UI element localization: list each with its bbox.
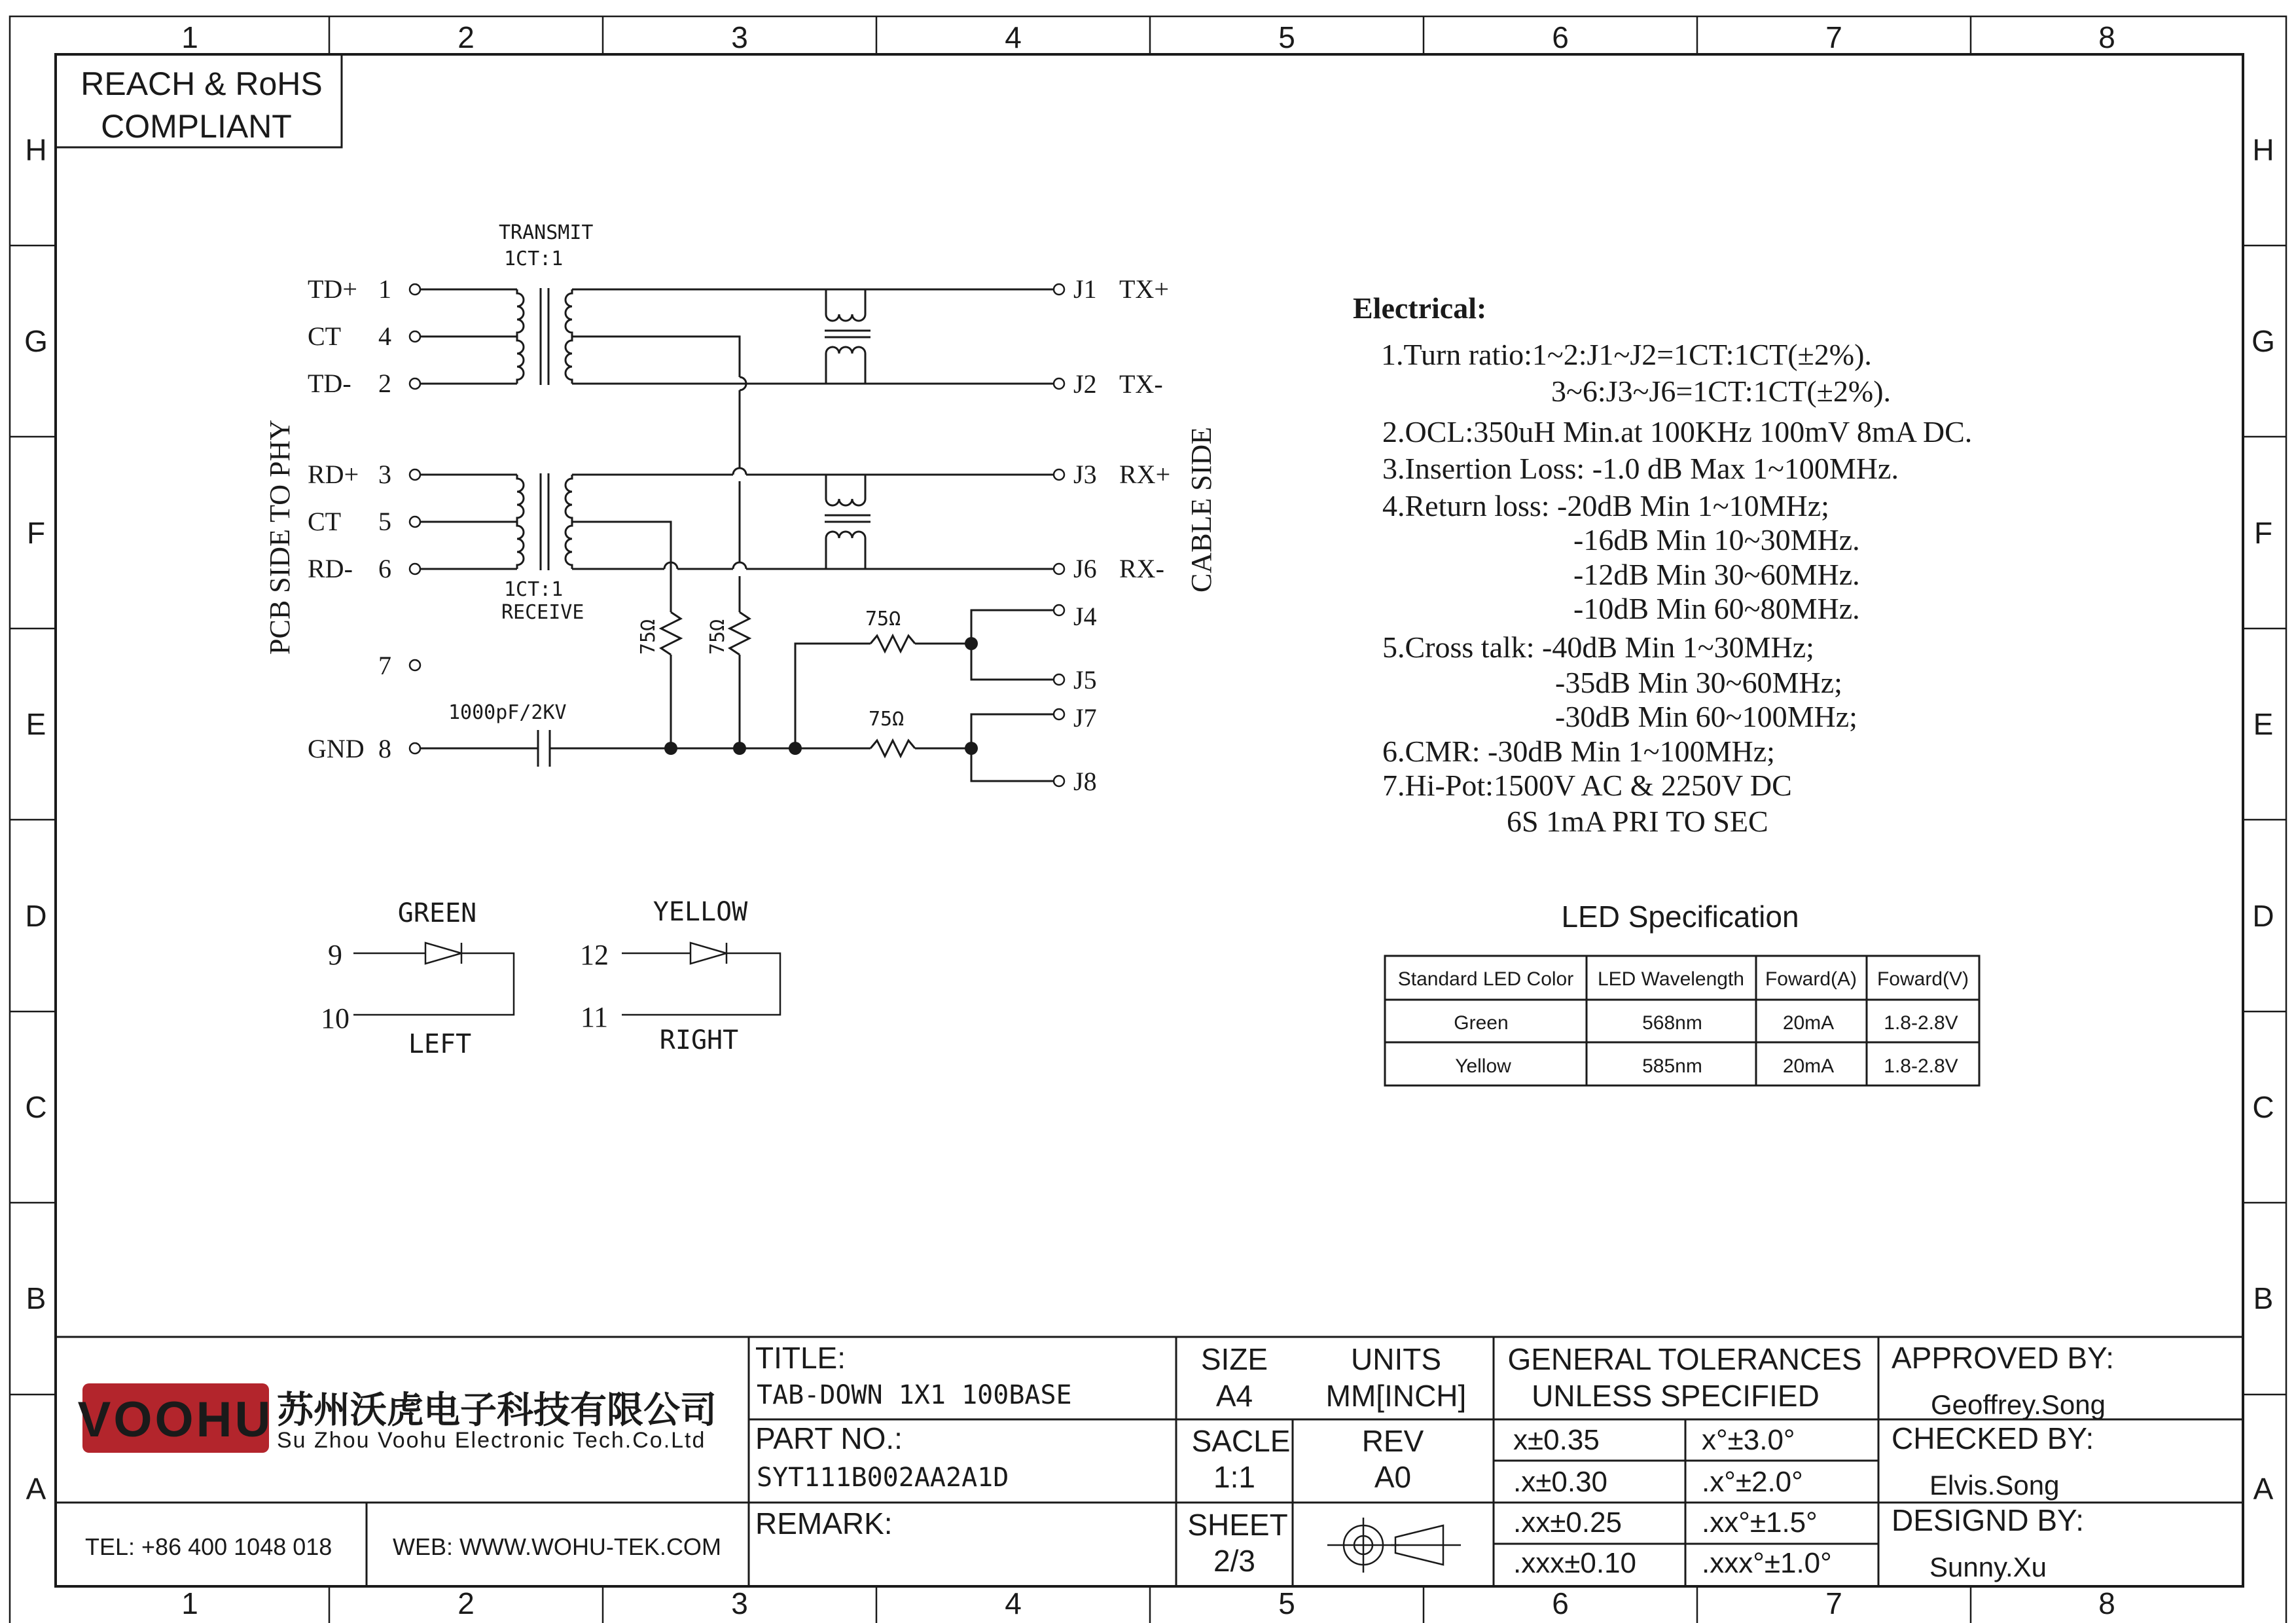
row-label-left: G: [24, 324, 48, 358]
designed-label: DESIGND BY:: [1892, 1503, 2084, 1537]
spec-line: -16dB Min 10~30MHz.: [1573, 523, 1860, 556]
pin-name: J1: [1073, 274, 1097, 304]
table-header: Foward(V): [1876, 968, 1969, 990]
led-pin-number: 9: [328, 939, 342, 971]
voohu-logo: [78, 1383, 274, 1453]
pin-name: J8: [1073, 767, 1097, 796]
resistor-label: 75Ω: [706, 619, 729, 655]
col-label-bottom: 1: [181, 1586, 198, 1620]
pin-signal: RX+: [1119, 460, 1171, 489]
pin-signal: TX-: [1119, 369, 1163, 399]
col-label-bottom: 7: [1825, 1586, 1842, 1620]
col-label-bottom: 6: [1552, 1586, 1569, 1620]
led-pin-number: 10: [321, 1002, 350, 1034]
checked-value: Elvis.Song: [1929, 1470, 2060, 1501]
size-value: A4: [1215, 1379, 1253, 1413]
spec-line: 7.Hi-Pot:1500V AC & 2250V DC: [1382, 769, 1792, 802]
table-cell: Yellow: [1455, 1055, 1511, 1077]
row-label-left: H: [25, 133, 47, 167]
tolerance-angular: x°±3.0°: [1702, 1424, 1795, 1456]
table-cell: 1.8-2.8V: [1884, 1055, 1958, 1077]
pin-name: GND: [308, 734, 365, 763]
pin-signal: RX-: [1119, 554, 1164, 583]
row-labels: [24, 133, 2275, 1506]
pin-number: 1: [378, 274, 391, 304]
col-label-top: 2: [457, 20, 475, 54]
tel-number: TEL: +86 400 1048 018: [85, 1533, 332, 1560]
spec-line: 3.Insertion Loss: -1.0 dB Max 1~100MHz.: [1382, 452, 1899, 485]
tolerance-angular: .x°±2.0°: [1702, 1466, 1803, 1498]
row-label-right: B: [2253, 1281, 2274, 1315]
transmit-label: TRANSMIT: [499, 221, 594, 244]
pin-name: CT: [308, 321, 342, 351]
tolerance-angular: .xx°±1.5°: [1702, 1506, 1818, 1539]
part-label: PART NO.:: [755, 1421, 903, 1455]
spec-line: 5.Cross talk: -40dB Min 1~30MHz;: [1382, 630, 1814, 664]
led-pin-number: 12: [580, 939, 609, 971]
green-led-label: GREEN: [397, 898, 477, 928]
units-value: MM[INCH]: [1325, 1379, 1467, 1413]
website: WEB: WWW.WOHU-TEK.COM: [393, 1533, 721, 1560]
pin-name: TD+: [308, 274, 357, 304]
pin-name: TD-: [308, 369, 351, 398]
pin-number: 2: [378, 369, 391, 398]
pin-name: J7: [1073, 703, 1097, 733]
spec-line: 6S 1mA PRI TO SEC: [1507, 805, 1768, 838]
capacitor-label: 1000pF/2KV: [448, 701, 567, 724]
projection-symbol-icon: [1327, 1518, 1461, 1573]
col-label-top: 6: [1552, 20, 1569, 54]
tolerance-linear: .x±0.30: [1513, 1466, 1608, 1498]
spec-line: -30dB Min 60~100MHz;: [1555, 700, 1857, 733]
row-label-right: H: [2252, 133, 2274, 167]
title-label: TITLE:: [755, 1341, 846, 1375]
pin-number: 3: [378, 460, 391, 489]
pin-name: J6: [1073, 554, 1097, 583]
pin-number: 6: [378, 554, 391, 583]
tolerance-heading: GENERAL TOLERANCES: [1507, 1342, 1862, 1376]
spec-line: 4.Return loss: -20dB Min 1~10MHz;: [1382, 489, 1829, 522]
col-label-bottom: 3: [731, 1586, 748, 1620]
transmit-ratio: 1CT:1: [504, 247, 564, 270]
tolerance-subheading: UNLESS SPECIFIED: [1532, 1379, 1820, 1413]
row-label-right: C: [2252, 1090, 2274, 1124]
remark-label: REMARK:: [755, 1506, 893, 1541]
right-terminals: [1054, 284, 1064, 786]
compliance-box: [56, 54, 342, 147]
left-terminals: [410, 284, 420, 754]
column-labels: [181, 20, 2115, 1620]
tx-choke: [825, 289, 870, 384]
resistor-label: 75Ω: [865, 608, 901, 630]
spec-line: 2.OCL:350uH Min.at 100KHz 100mV 8mA DC.: [1382, 415, 1973, 448]
sheet-label: SHEET: [1187, 1508, 1288, 1542]
company-name-cn: 苏州沃虎电子科技有限公司: [277, 1389, 717, 1431]
rx-choke: [825, 475, 870, 569]
tolerance-linear: x±0.35: [1513, 1424, 1600, 1456]
col-label-bottom: 4: [1005, 1586, 1022, 1620]
electrical-title: Electrical:: [1353, 291, 1487, 325]
col-label-top: 5: [1278, 20, 1295, 54]
scale-label: SACLE: [1191, 1424, 1291, 1458]
pin-number: 4: [378, 321, 391, 351]
row-label-right: F: [2253, 516, 2273, 550]
col-label-top: 7: [1825, 20, 1842, 54]
spec-line: -10dB Min 60~80MHz.: [1573, 592, 1860, 625]
sheet-value: 2/3: [1213, 1544, 1255, 1578]
table-cell: 585nm: [1642, 1055, 1702, 1077]
compliance-line1: REACH & RoHS: [81, 65, 323, 102]
outer-border: [10, 16, 2286, 1623]
title-value: TAB-DOWN 1X1 100BASE: [757, 1380, 1072, 1410]
compliance-line2: COMPLIANT: [101, 108, 292, 145]
electrical-specs: [1353, 291, 1972, 838]
receive-ratio: 1CT:1: [504, 578, 564, 601]
rev-value: A0: [1374, 1460, 1412, 1494]
logo-text: VOOHU: [77, 1392, 274, 1448]
led-diagram: [321, 897, 780, 1059]
pin-name: J4: [1073, 602, 1097, 631]
tolerance-linear: .xx±0.25: [1513, 1506, 1623, 1539]
row-label-left: C: [25, 1090, 47, 1124]
cable-side-label: CABLE SIDE: [1185, 427, 1217, 593]
table-header: Standard LED Color: [1397, 968, 1574, 990]
checked-label: CHECKED BY:: [1892, 1421, 2094, 1455]
spec-line: -12dB Min 30~60MHz.: [1573, 558, 1860, 591]
col-label-bottom: 8: [2098, 1586, 2115, 1620]
col-label-top: 3: [731, 20, 748, 54]
led-spec-title: LED Specification: [1561, 900, 1799, 934]
magnetics-schematic: [264, 221, 1217, 796]
pin-name: RD-: [308, 554, 353, 583]
table-cell: 20mA: [1782, 1055, 1835, 1077]
termination-network: [420, 610, 1054, 781]
row-label-left: F: [26, 516, 46, 550]
table-cell: 20mA: [1782, 1012, 1835, 1034]
left-led-label: LEFT: [408, 1029, 472, 1059]
col-label-top: 1: [181, 20, 198, 54]
size-label: SIZE: [1200, 1342, 1268, 1376]
right-pin-labels: [1073, 274, 1170, 796]
spec-line: -35dB Min 30~60MHz;: [1555, 666, 1842, 699]
row-label-left: B: [26, 1281, 46, 1315]
pin-name: RD+: [308, 460, 359, 489]
table-cell: Green: [1454, 1012, 1509, 1034]
table-cell: 1.8-2.8V: [1884, 1012, 1958, 1034]
pin-number: 7: [378, 651, 391, 680]
pin-name: J3: [1073, 460, 1097, 489]
row-label-right: D: [2252, 899, 2274, 933]
pin-name: CT: [308, 507, 342, 536]
table-cell: 568nm: [1642, 1012, 1702, 1034]
pin-signal: TX+: [1119, 274, 1169, 304]
col-label-bottom: 5: [1278, 1586, 1295, 1620]
receive-label: RECEIVE: [501, 601, 584, 624]
resistor-label: 75Ω: [637, 619, 660, 655]
approved-value: Geoffrey.Song: [1931, 1389, 2106, 1420]
company-name-en: Su Zhou Voohu Electronic Tech.Co.Ltd: [277, 1428, 706, 1453]
spec-line: 1.Turn ratio:1~2:J1~J2=1CT:1CT(±2%).: [1381, 338, 1872, 371]
led-spec-table: [1385, 900, 1979, 1085]
row-label-right: A: [2253, 1472, 2274, 1506]
transmit-transformer: [420, 288, 1054, 468]
led-pin-number: 11: [580, 1001, 609, 1033]
tolerance-linear: .xxx±0.10: [1513, 1547, 1637, 1579]
part-value: SYT111B002AA2A1D: [757, 1463, 1009, 1493]
yellow-led-label: YELLOW: [653, 897, 748, 927]
pin-number: 8: [378, 734, 391, 763]
col-label-bottom: 2: [457, 1586, 475, 1620]
pin-number: 5: [378, 507, 391, 536]
scale-value: 1:1: [1213, 1460, 1255, 1494]
pin-name: J5: [1073, 665, 1097, 695]
row-label-left: A: [26, 1472, 46, 1506]
table-header: LED Wavelength: [1597, 968, 1745, 990]
pin-name: J2: [1073, 369, 1097, 399]
row-label-left: D: [25, 899, 47, 933]
table-header: Foward(A): [1765, 968, 1857, 990]
designed-value: Sunny.Xu: [1929, 1552, 2047, 1582]
resistor-label: 75Ω: [869, 708, 905, 731]
spec-line: 6.CMR: -30dB Min 1~100MHz;: [1382, 735, 1775, 768]
row-label-right: G: [2251, 324, 2275, 358]
right-led-label: RIGHT: [659, 1025, 739, 1055]
spec-line: 3~6:J3~J6=1CT:1CT(±2%).: [1551, 374, 1892, 408]
row-label-right: E: [2253, 707, 2274, 741]
pcb-side-label: PCB SIDE TO PHY: [264, 419, 296, 655]
left-pin-labels: [308, 274, 391, 763]
col-label-top: 4: [1005, 20, 1022, 54]
units-label: UNITS: [1351, 1342, 1441, 1376]
col-label-top: 8: [2098, 20, 2115, 54]
row-label-left: E: [26, 707, 46, 741]
title-block: [56, 1337, 2243, 1586]
rev-label: REV: [1361, 1424, 1424, 1458]
approved-label: APPROVED BY:: [1892, 1341, 2115, 1375]
tolerance-angular: .xxx°±1.0°: [1702, 1547, 1832, 1579]
